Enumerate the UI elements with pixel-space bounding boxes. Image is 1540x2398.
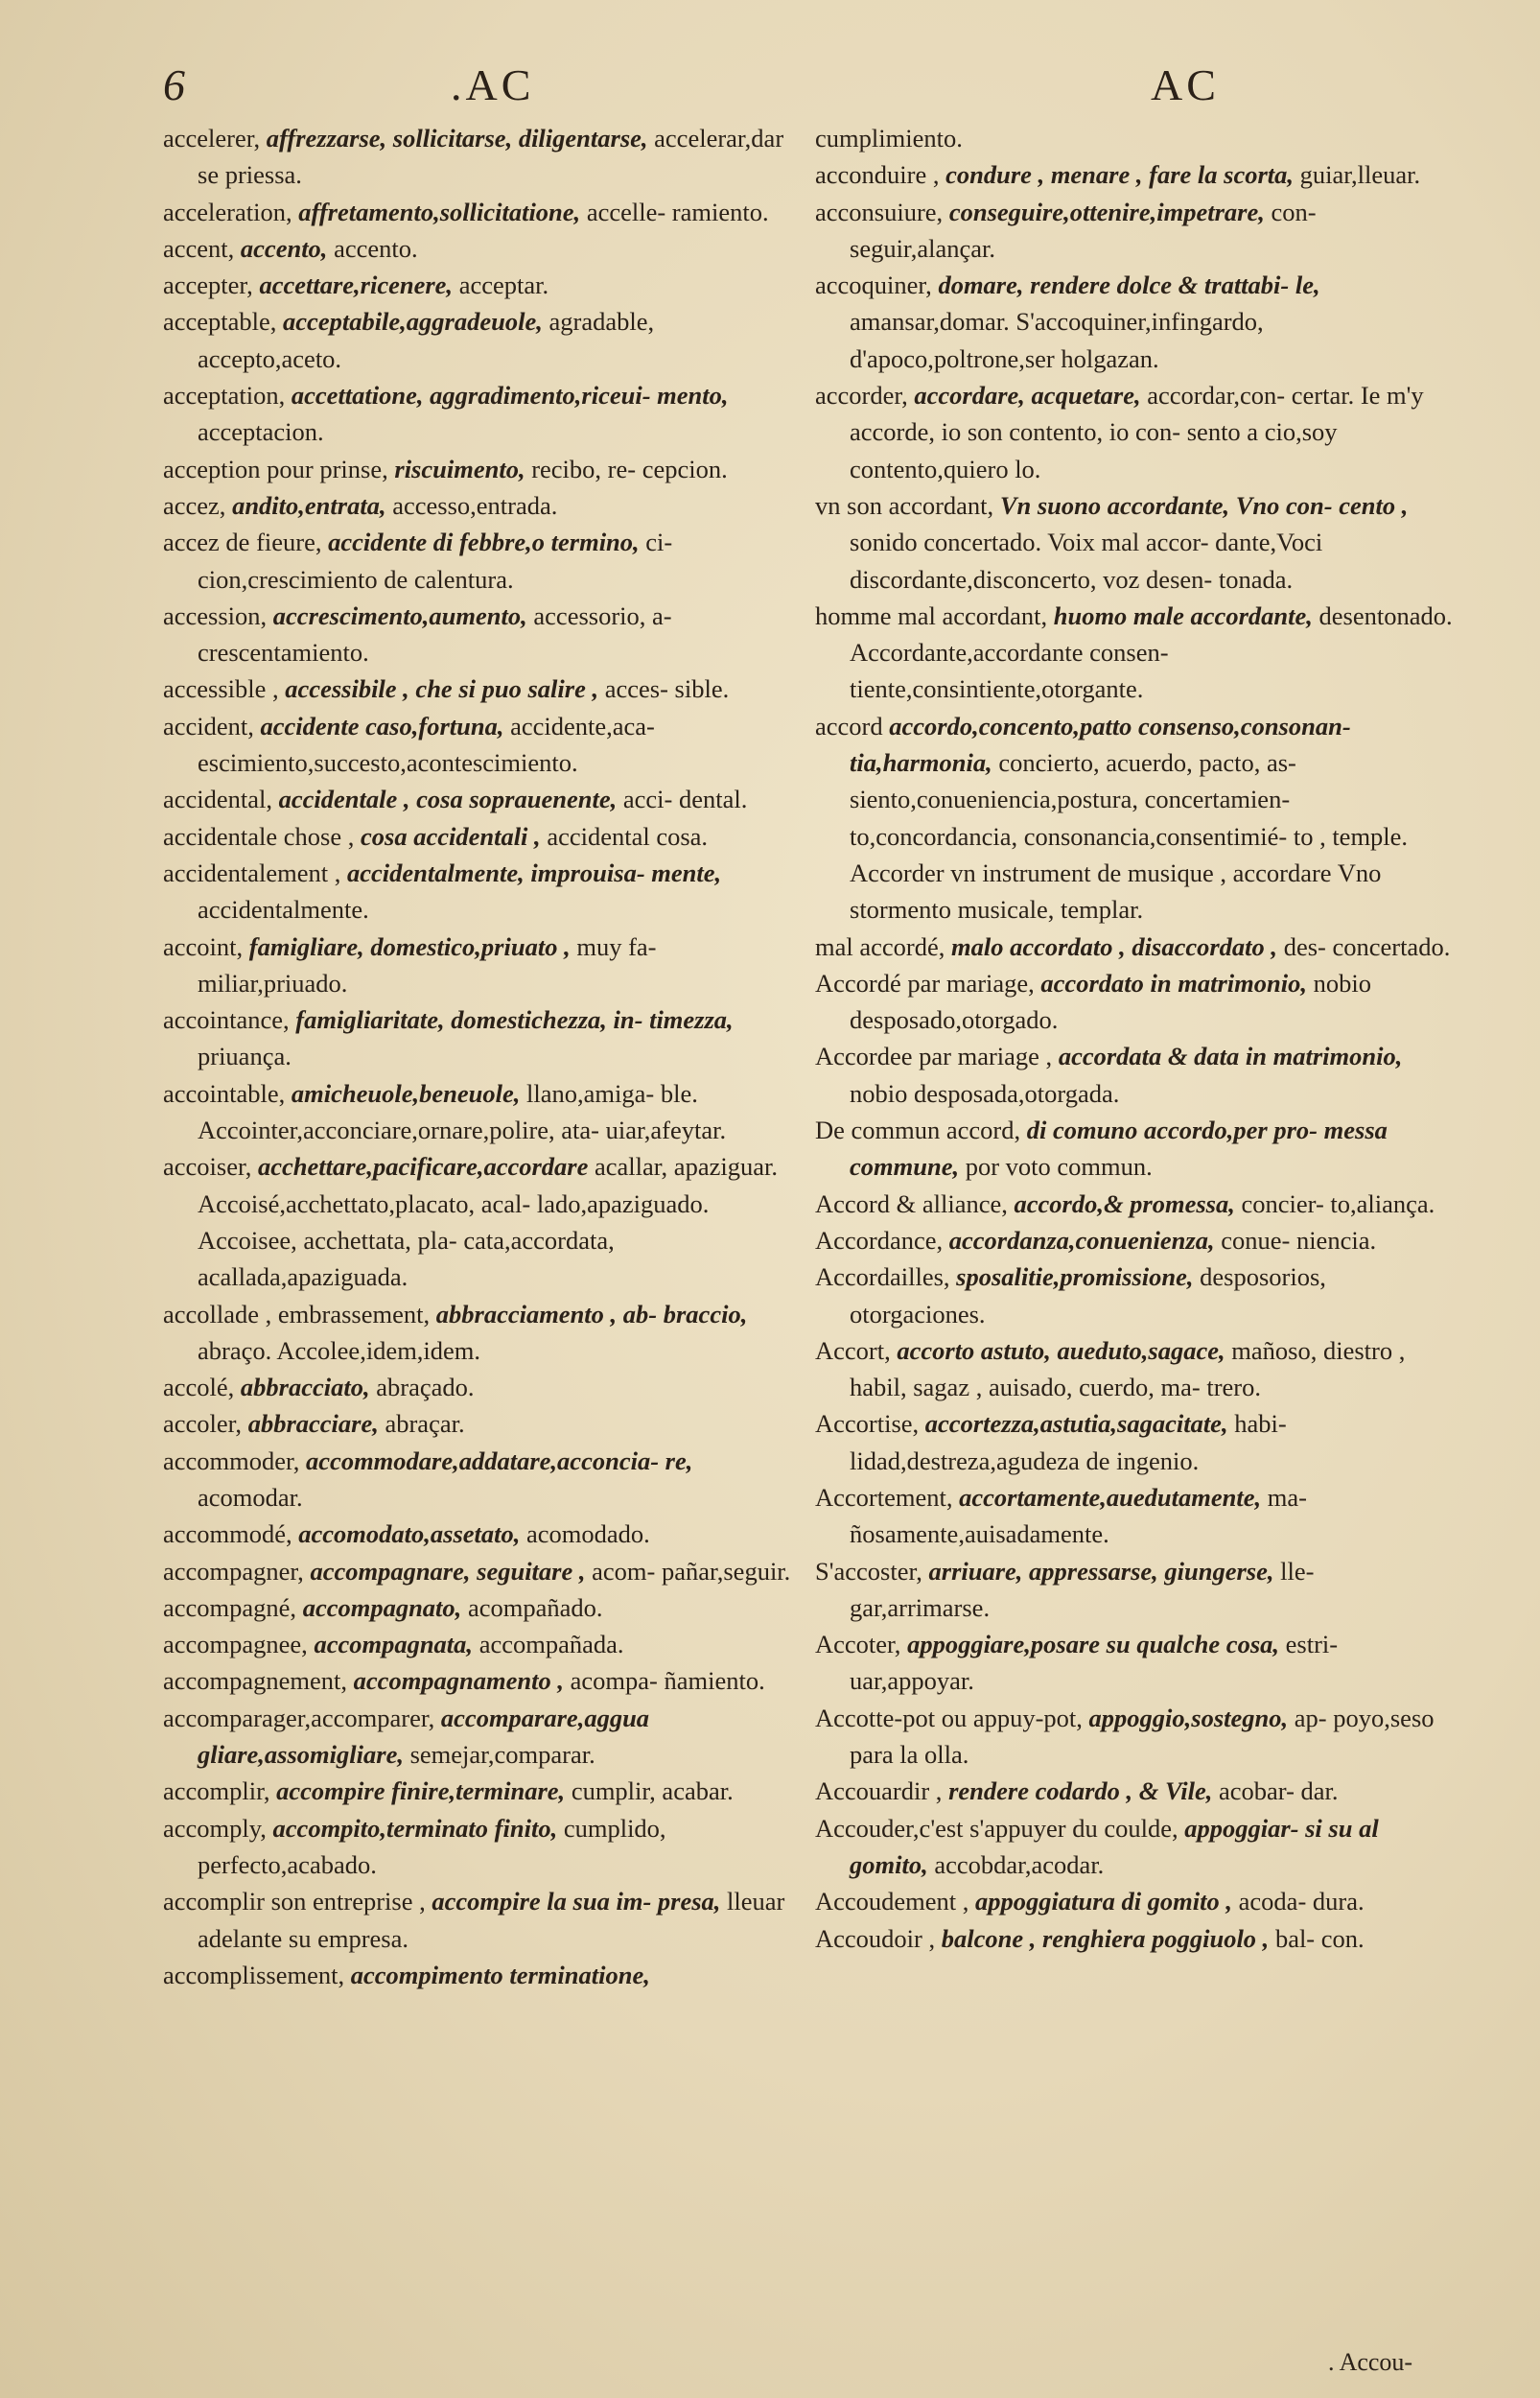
entry-spanish: concierto, acuerdo, pacto, as- siento,conueniencia,postura, concertamien- to,concordancia, consonancia,consentimié- to , temple. Accorder vn instrument de musique , accordare Vno stormento musicale, templar. <box>850 748 1409 925</box>
entry-spanish: acom- pañar,seguir. <box>592 1556 791 1586</box>
entry-spanish: accompañada. <box>478 1630 624 1659</box>
entry-spanish: muy fa- miliar,priuado. <box>198 931 657 998</box>
entry-headword: S'accoster, <box>815 1556 922 1586</box>
entry-headword: acception pour prinse, <box>163 454 388 483</box>
entry-headword: vn son accordant, <box>815 490 994 520</box>
entry-italian: huomo male accordante, <box>1053 600 1313 630</box>
page-header <box>0 59 1540 127</box>
entry-headword: accomplir son entreprise , <box>163 1887 426 1916</box>
entry-headword: acconduire , <box>815 160 940 190</box>
entry-italian: accidente di febbre,o termino, <box>328 528 640 557</box>
dictionary-entry <box>815 1883 1453 1919</box>
page-number: 6 <box>163 60 185 109</box>
entry-italian: accrescimento,aumento, <box>272 600 527 630</box>
entry-italian: famigliaritate, domestichezza, in- timezza, <box>295 1005 734 1035</box>
entry-italian: appoggiar- si su al gomito, <box>850 1813 1379 1879</box>
entry-italian: accidente caso,fortuna, <box>260 711 504 741</box>
entry-headword: Accordailles, <box>815 1262 950 1292</box>
entry-spanish: acceptar. <box>458 270 549 300</box>
entry-spanish: accidente,aca- escimiento,succesto,acontescimiento. <box>198 711 655 778</box>
entry-italian: accordato in matrimonio, <box>1040 968 1307 998</box>
entry-italian: domare, rendere dolce & trattabi- le, <box>938 270 1320 300</box>
entry-headword: acceptation, <box>163 381 286 411</box>
entry-italian: andito,entrata, <box>232 490 386 520</box>
entry-headword: accompagner, <box>163 1556 304 1586</box>
dictionary-entry <box>163 1148 801 1295</box>
entry-spanish: desposorios, otorgaciones. <box>850 1262 1326 1328</box>
dictionary-entry <box>163 1626 801 1662</box>
entry-headword: accoiser, <box>163 1152 252 1182</box>
entry-spanish: concier- to,aliança. <box>1241 1188 1435 1218</box>
entry-italian: accorto astuto, aueduto,sagace, <box>897 1335 1225 1365</box>
entry-italian: accortezza,astutia,sagacitate, <box>924 1409 1228 1439</box>
entry-headword: accoint, <box>163 931 244 961</box>
entry-spanish: bal- con. <box>1274 1923 1365 1953</box>
dictionary-entry <box>163 1075 801 1149</box>
entry-headword: accidentalement , <box>163 858 341 887</box>
entry-headword: accollade , embrassement, <box>163 1299 431 1328</box>
entry-italian: appoggiatura di gomito , <box>975 1887 1233 1916</box>
entry-headword: accident, <box>163 711 254 741</box>
dictionary-entry <box>815 965 1453 1039</box>
dictionary-entry <box>163 487 801 524</box>
entry-headword: acconsuiure, <box>815 197 944 226</box>
dictionary-entry <box>163 377 801 451</box>
dictionary-entry <box>163 855 801 929</box>
entry-headword: Accortise, <box>815 1409 920 1439</box>
right-column <box>815 120 1453 1957</box>
entry-spanish: acomodado. <box>526 1519 650 1549</box>
entry-italian: accidentale , cosa soprauenente, <box>278 785 618 814</box>
entry-spanish: desentonado. Accordante,accordante consen- tiente,consintiente,otorgante. <box>850 600 1453 704</box>
dictionary-entry <box>163 1589 801 1626</box>
dictionary-entry <box>815 156 1453 193</box>
entry-italian: acceptabile,aggradeuole, <box>283 307 543 337</box>
entry-italian: accordare, acquetare, <box>914 381 1141 411</box>
entry-spanish: habi- lidad,destreza,agudeza de ingenio. <box>850 1409 1287 1475</box>
entry-spanish: conue- niencia. <box>1221 1225 1377 1255</box>
dictionary-entry <box>815 1920 1453 1957</box>
entry-headword: homme mal accordant, <box>815 600 1048 630</box>
entry-headword: Accoudement , <box>815 1887 969 1916</box>
entry-italian: accommodare,addatare,acconcia- re, <box>306 1446 693 1475</box>
dictionary-entry <box>163 1001 801 1075</box>
entry-headword: accord <box>815 711 883 741</box>
dictionary-entry <box>815 1626 1453 1700</box>
dictionary-entry <box>163 598 801 671</box>
dictionary-entry <box>163 1553 801 1589</box>
dictionary-entry <box>163 1700 801 1774</box>
entry-spanish: accelerar,dar se priessa. <box>198 124 784 190</box>
entry-headword: Accort, <box>815 1335 891 1365</box>
entry-italian: malo accordato , disaccordato , <box>951 931 1278 961</box>
entry-spanish: ap- poyo,seso para la olla. <box>850 1703 1435 1770</box>
entry-spanish: accelle- ramiento. <box>586 197 769 226</box>
dictionary-entry <box>163 230 801 267</box>
entry-spanish: acompa- ñamiento. <box>570 1666 765 1696</box>
entry-spanish: des- concertado. <box>1283 931 1451 961</box>
dictionary-entry <box>815 487 1453 598</box>
entry-headword: accommodé, <box>163 1519 292 1549</box>
entry-italian: affretamento,sollicitatione, <box>298 197 581 226</box>
entry-headword: accoquiner, <box>815 270 932 300</box>
entry-spanish: cumplir, acabar. <box>571 1776 734 1806</box>
dictionary-entry <box>815 929 1453 965</box>
entry-spanish: acceptacion. <box>198 417 324 447</box>
dictionary-entry <box>163 1810 801 1884</box>
dictionary-entry <box>815 1038 1453 1112</box>
dictionary-entry <box>815 1186 1453 1222</box>
entry-italian: riscuimento, <box>394 454 525 483</box>
entry-italian: di comuno accordo,per pro- messa commune, <box>850 1116 1388 1182</box>
entry-headword: Accordee par mariage , <box>815 1042 1053 1071</box>
entry-headword: accolé, <box>163 1373 235 1402</box>
entry-spanish: amansar,domar. S'accoquiner,infingardo, d'apoco,poltrone,ser holgazan. <box>850 307 1264 373</box>
entry-headword: accessible , <box>163 674 279 704</box>
entry-italian: abbracciare, <box>247 1409 379 1439</box>
dictionary-entry <box>815 1405 1453 1479</box>
entry-italian: accompito,terminato finito, <box>272 1813 558 1843</box>
right-running-head: AC <box>1151 60 1220 109</box>
dictionary-entry <box>163 524 801 598</box>
entry-spanish: lleuar adelante su empresa. <box>198 1887 785 1953</box>
dictionary-entry <box>163 818 801 855</box>
entry-headword: Accordé par mariage, <box>815 968 1035 998</box>
entry-headword: accomplir, <box>163 1776 270 1806</box>
entry-italian: accompire la sua im- presa, <box>432 1887 721 1916</box>
entry-italian: accordo,& promessa, <box>1014 1188 1235 1218</box>
entry-italian: accortamente,auedutamente, <box>959 1482 1262 1512</box>
dictionary-entry <box>815 598 1453 708</box>
dictionary-entry <box>163 303 801 377</box>
entry-headword: accomplissement, <box>163 1960 345 1989</box>
entry-italian: accidentalmente, improuisa- mente, <box>347 858 722 887</box>
entry-headword: Accotte-pot ou appuy-pot, <box>815 1703 1083 1732</box>
entry-spanish: abraçado. <box>376 1373 475 1402</box>
dictionary-entry <box>815 1112 1453 1186</box>
entry-spanish: nobio desposada,otorgada. <box>850 1078 1120 1108</box>
entry-italian: condure , menare , fare la scorta, <box>945 160 1295 190</box>
dictionary-entry <box>163 120 801 194</box>
entry-headword: accession, <box>163 600 268 630</box>
entry-italian: conseguire,ottenire,impetrare, <box>948 197 1265 226</box>
entry-italian: amicheuole,beneuole, <box>291 1078 521 1108</box>
dictionary-entry <box>815 1479 1453 1553</box>
dictionary-entry <box>815 1773 1453 1809</box>
entry-headword: accez de fieure, <box>163 528 322 557</box>
entry-spanish: sonido concertado. Voix mal accor- dante,Voci discordante,disconcerto, voz desen- tonada. <box>850 528 1323 594</box>
dictionary-entry <box>815 1222 1453 1258</box>
left-running-head: .AC <box>451 60 535 109</box>
entry-spanish: ma- ñosamente,auisadamente. <box>850 1482 1307 1549</box>
entry-headword: accointable, <box>163 1078 286 1108</box>
entry-headword: accelerer, <box>163 124 261 153</box>
dictionary-entry <box>815 377 1453 487</box>
dictionary-entry <box>163 670 801 707</box>
dictionary-entry <box>815 708 1453 929</box>
entry-italian: arriuare, appressarse, giungerse, <box>928 1556 1274 1586</box>
entry-headword: accidental, <box>163 785 273 814</box>
entry-spanish: llano,amiga- ble. Accointer,acconciare,ornare,polire, ata- uiar,afeytar. <box>198 1078 727 1145</box>
entry-headword: accorder, <box>815 381 908 411</box>
entry-headword: De commun accord, <box>815 1116 1021 1145</box>
entry-headword: Accouardir , <box>815 1776 943 1806</box>
entry-spanish: accobdar,acodar. <box>934 1849 1105 1879</box>
dictionary-entry <box>163 929 801 1002</box>
dictionary-entry <box>163 1516 801 1552</box>
dictionary-entry <box>815 1258 1453 1332</box>
entry-spanish: priuança. <box>198 1042 292 1071</box>
entry-spanish: acompañado. <box>467 1592 603 1622</box>
entry-italian: accomparare,aggua gliare,assomigliare, <box>198 1703 650 1770</box>
entry-spanish: ci- cion,crescimiento de calentura. <box>198 528 673 594</box>
entry-spanish: accordar,con- certar. Ie m'y accorde, io son contento, io con- sento a cio,soy contento,quiero lo. <box>850 381 1424 483</box>
entry-headword: accompagnement, <box>163 1666 348 1696</box>
entry-headword: mal accordé, <box>815 931 945 961</box>
entry-italian: cosa accidentali , <box>361 821 541 851</box>
entry-italian: affrezzarse, sollicitarse, diligentarse, <box>266 124 648 153</box>
entry-spanish: lle- gar,arrimarse. <box>850 1556 1315 1622</box>
dictionary-entry <box>163 194 801 230</box>
entry-spanish: acces- sible. <box>604 674 730 704</box>
entry-headword: accomply, <box>163 1813 267 1843</box>
dictionary-entry <box>815 1553 1453 1627</box>
entry-spanish: accidental cosa. <box>547 821 709 851</box>
entry-italian: accompagnata, <box>314 1630 474 1659</box>
left-column <box>163 120 801 1993</box>
entry-headword: accompagné, <box>163 1592 297 1622</box>
entry-headword: Accortement, <box>815 1482 953 1512</box>
dictionary-entry <box>163 1773 801 1809</box>
entry-italian: accompire finire,terminare, <box>276 1776 566 1806</box>
dictionary-entry <box>815 194 1453 268</box>
entry-italian: accettare,ricenere, <box>259 270 454 300</box>
dictionary-entry <box>163 1957 801 1993</box>
entry-italian: accomodato,assetato, <box>298 1519 521 1549</box>
entry-spanish: nobio desposado,otorgado. <box>850 968 1371 1035</box>
entry-italian: abbracciamento , ab- braccio, <box>435 1299 748 1328</box>
entry-spanish: semejar,comparar. <box>409 1740 595 1770</box>
entry-italian: Vn suono accordante, Vno con- cento , <box>999 490 1409 520</box>
entry-headword: accidentale chose , <box>163 821 355 851</box>
entry-headword: accointance, <box>163 1005 290 1035</box>
dictionary-entry <box>163 1883 801 1957</box>
entry-spanish: accesso,entrada. <box>392 490 558 520</box>
entry-italian: sposalitie,promissione, <box>956 1262 1194 1292</box>
dictionary-entry <box>163 451 801 487</box>
catchword: . Accou- <box>1328 2348 1413 2376</box>
dictionary-entry <box>815 1810 1453 1884</box>
entry-italian: accettatione, aggradimento,riceui- mento, <box>291 381 729 411</box>
entry-spanish: accessorio, a- crescentamiento. <box>198 600 672 668</box>
entry-headword: acceleration, <box>163 197 292 226</box>
entry-italian: accompagnato, <box>302 1592 462 1622</box>
dictionary-entry <box>163 1369 801 1405</box>
entry-spanish: recibo, re- cepcion. <box>531 454 728 483</box>
entry-spanish: mañoso, diestro , habil, sagaz , auisado, cuerdo, ma- trero. <box>850 1335 1406 1402</box>
entry-spanish: cumplimiento. <box>815 124 963 153</box>
dictionary-entry <box>163 781 801 817</box>
entry-spanish: acoda- dura. <box>1238 1887 1365 1916</box>
entry-italian: accompimento terminatione, <box>350 1960 650 1989</box>
entry-headword: Accord & alliance, <box>815 1188 1008 1218</box>
entry-italian: accessibile , che si puo salire , <box>285 674 599 704</box>
entry-italian: acchettare,pacificare,accordare <box>258 1152 589 1182</box>
entry-headword: Accordance, <box>815 1225 944 1255</box>
entry-italian: famigliare, domestico,priuato , <box>248 931 571 961</box>
entry-headword: accent, <box>163 233 235 263</box>
entry-italian: abbracciato, <box>240 1373 370 1402</box>
entry-italian: accordo,concento,patto consenso,consonan- tia,harmonia, <box>850 711 1351 778</box>
dictionary-entry <box>815 1332 1453 1406</box>
entry-spanish: por voto commun. <box>965 1152 1153 1182</box>
entry-spanish: abraçar. <box>385 1409 465 1439</box>
entry-headword: accez, <box>163 490 226 520</box>
entry-headword: accoler, <box>163 1409 243 1439</box>
entry-italian: accompagnare, seguitare , <box>310 1556 586 1586</box>
entry-italian: accordanza,conuenienza, <box>948 1225 1215 1255</box>
dictionary-entry <box>815 120 1453 156</box>
dictionary-entry <box>163 1662 801 1699</box>
entry-headword: accomparager,accomparer, <box>163 1703 435 1732</box>
entry-italian: balcone , renghiera poggiuolo , <box>941 1923 1270 1953</box>
dictionary-entry <box>163 1443 801 1516</box>
entry-headword: Accouder,c'est s'appuyer du coulde, <box>815 1813 1178 1843</box>
dictionary-entry <box>163 708 801 782</box>
dictionary-entry <box>163 1405 801 1442</box>
entry-italian: rendere codardo , & Vile, <box>948 1776 1213 1806</box>
entry-spanish: acomodar. <box>198 1482 303 1512</box>
entry-italian: appoggiare,posare su qualche cosa, <box>907 1630 1280 1659</box>
dictionary-entry <box>815 267 1453 377</box>
dictionary-entry <box>163 1296 801 1370</box>
entry-spanish: cumplido, perfecto,acabado. <box>198 1813 666 1879</box>
entry-spanish: acci- dental. <box>622 785 748 814</box>
entry-spanish: acobar- dar. <box>1218 1776 1339 1806</box>
entry-headword: Accoter, <box>815 1630 901 1659</box>
dictionary-entry <box>815 1700 1453 1774</box>
dictionary-entry <box>163 267 801 303</box>
entry-spanish: con- seguir,alançar. <box>850 197 1317 263</box>
entry-spanish: abraço. Accolee,idem,idem. <box>198 1335 481 1365</box>
entry-italian: accompagnamento , <box>353 1666 565 1696</box>
entry-italian: appoggio,sostegno, <box>1088 1703 1289 1732</box>
entry-italian: accordata & data in matrimonio, <box>1058 1042 1403 1071</box>
entry-headword: accepter, <box>163 270 253 300</box>
entry-headword: accommoder, <box>163 1446 300 1475</box>
entry-spanish: estri- uar,appoyar. <box>850 1630 1339 1696</box>
entry-spanish: accento. <box>334 233 418 263</box>
entry-headword: accompagnee, <box>163 1630 308 1659</box>
entry-headword: acceptable, <box>163 307 277 337</box>
entry-spanish: agradable, accepto,aceto. <box>198 307 655 373</box>
entry-spanish: accidentalmente. <box>198 895 369 925</box>
entry-spanish: guiar,lleuar. <box>1299 160 1421 190</box>
entry-headword: Accoudoir , <box>815 1923 936 1953</box>
entry-spanish: acallar, apaziguar. Accoisé,acchettato,placato, acal- lado,apaziguado. Accoisee, acchettata, pla- cata,accordata, acallada,apaziguada. <box>198 1152 778 1292</box>
entry-italian: accento, <box>240 233 328 263</box>
